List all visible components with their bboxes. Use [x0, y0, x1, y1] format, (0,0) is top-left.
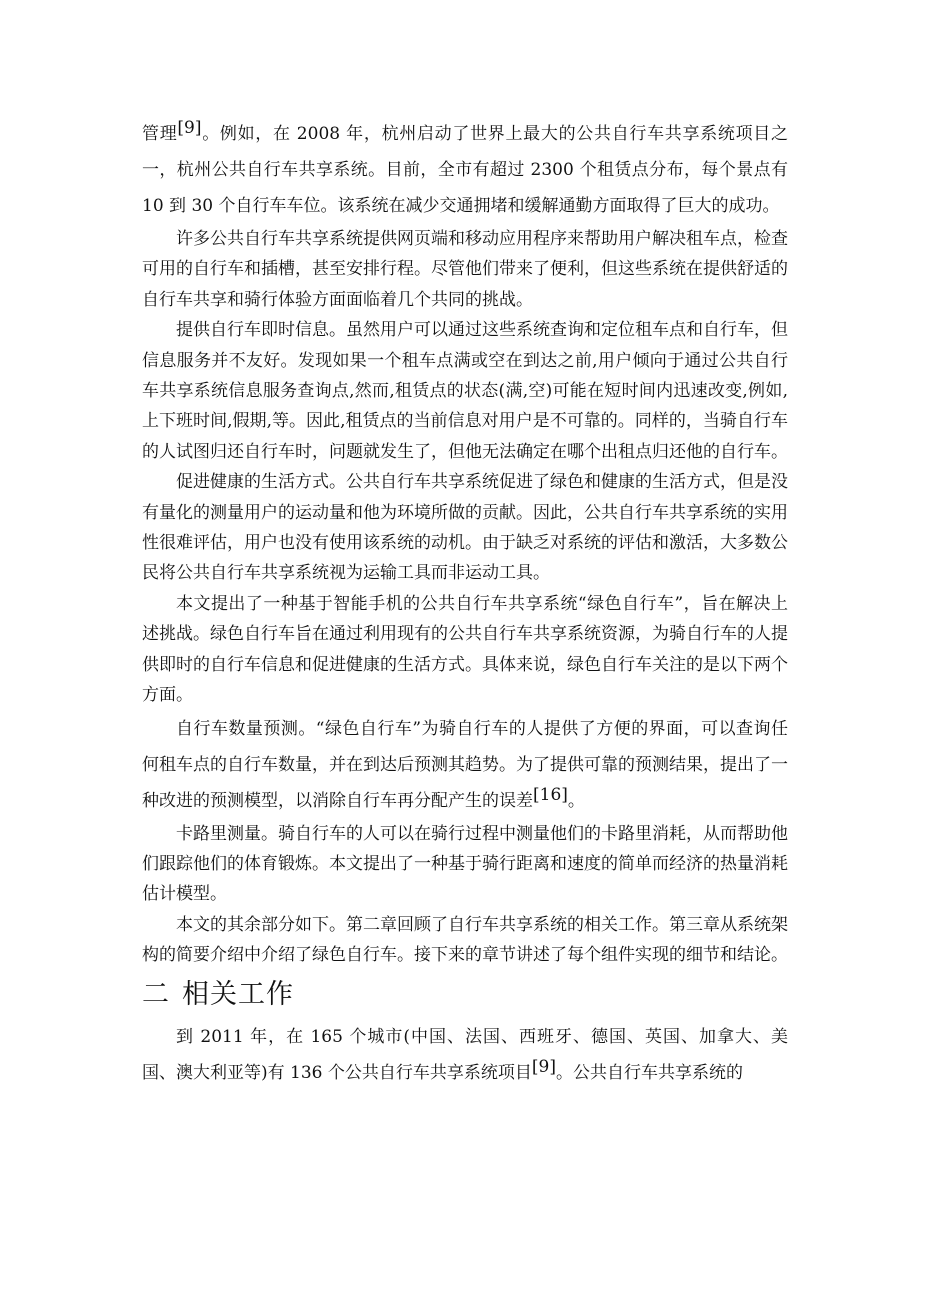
paragraph-healthy-lifestyle: 促进健康的生活方式。公共自行车共享系统促进了绿色和健康的生活方式，但是没有量化的测量用户的运动量和他为环境所做的贡献。因此，公共自行车共享系统的实用性很难评估，用户也没有使用该系统的动机。由于缺乏对系统的评估和激活，大多数公民将公共自行车共享系统视为运输工具而非运动工具。: [142, 472, 788, 584]
paragraph-challenges: 许多公共自行车共享系统提供网页端和移动应用程序来帮助用户解决租车点，检查可用的自行车和插槽，甚至安排行程。尽管他们带来了便利，但这些系统在提供舒适的自行车共享和骑行体验方面面临着几个共同的挑战。: [142, 229, 788, 310]
citation: [9]: [531, 1056, 556, 1077]
paragraph-calorie: 卡路里测量。骑自行车的人可以在骑行过程中测量他们的卡路里消耗，从而帮助他们跟踪他们的体育锻炼。本文提出了一种基于骑行距离和速度的简单而经济的热量消耗估计模型。: [142, 823, 788, 905]
paragraph-bike-prediction: [142, 711, 788, 819]
section-number: 二: [142, 978, 170, 1010]
paragraph-proposal: 本文提出了一种基于智能手机的公共自行车共享系统“绿色自行车”，旨在解决上述挑战。绿色自行车旨在通过利用现有的公共自行车共享系统资源，为骑自行车的人提供即时的自行车信息和促进健康的生活方式。具体来说，绿色自行车关注的是以下两个方面。: [142, 593, 788, 706]
paragraph-text: 。: [567, 790, 585, 811]
paragraph-related-work: [142, 1019, 788, 1091]
paragraph-text: 。公共自行车共享系统的: [555, 1062, 743, 1083]
document-page: [142, 116, 788, 1091]
paragraph-outline: 本文的其余部分如下。第二章回顾了自行车共享系统的相关工作。第三章从系统架构的简要介绍中介绍了绿色自行车。接下来的章节讲述了每个组件实现的细节和结论。: [142, 914, 788, 966]
paragraph-text: 管理: [142, 124, 178, 144]
paragraph-text: 到 2011 年，在 165 个城市(中国、法国、西班牙、德国、英国、加拿大、美国、澳大利亚等)有 136 个公共自行车共享系统项目: [142, 1026, 788, 1083]
section-title: 相关工作: [182, 978, 294, 1010]
paragraph-text: 自行车数量预测。“绿色自行车”为骑自行车的人提供了方便的界面，可以查询任何租车点的自行车数量，并在到达后预测其趋势。为了提供可靠的预测结果，提出了一种改进的预测模型，以消除自行车再分配产生的误差: [142, 718, 788, 811]
citation: [16]: [533, 784, 568, 805]
paragraph-continued: [142, 116, 788, 224]
citation: [9]: [177, 118, 202, 138]
paragraph-text: 。例如，在 2008 年，杭州启动了世界上最大的公共自行车共享系统项目之一，杭州公共自行车共享系统。目前，全市有超过 2300 个租赁点分布，每个景点有 10 到 30 个自行车车位。该系统在减少交通拥堵和缓解通勤方面取得了巨大的成功。: [142, 124, 788, 216]
paragraph-instant-info: 提供自行车即时信息。虽然用户可以通过这些系统查询和定位租车点和自行车，但信息服务并不友好。发现如果一个租车点满或空在到达之前,用户倾向于通过公共自行车共享系统信息服务查询点,然而,租赁点的状态(满,空)可能在短时间内迅速改变,例如,上下班时间,假期,等。因此,租赁点的当前信息对用户是不可靠的。同样的，当骑自行车的人试图归还自行车时，问题就发生了，但他无法确定在哪个出租点归还他的自行车。: [142, 320, 788, 462]
section-heading: [142, 973, 788, 1017]
